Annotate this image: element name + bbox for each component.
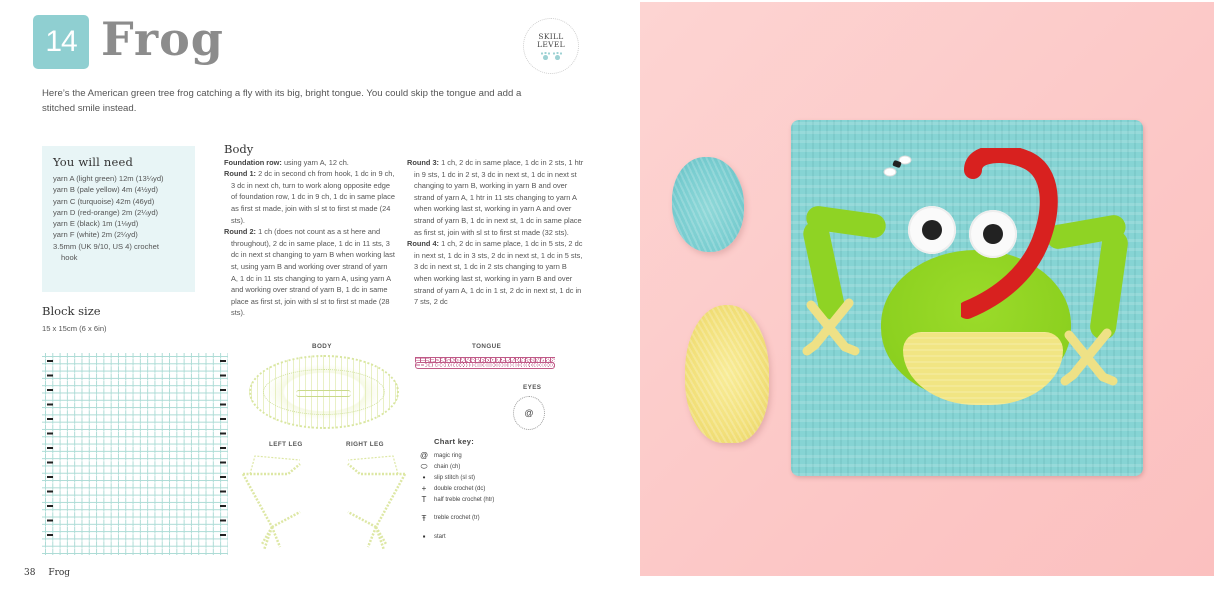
instructions-column-1 — [224, 144, 396, 319]
material-item: yarn F (white) 2m (2¼yd) — [53, 230, 138, 240]
material-item: yarn C (turquoise) 42m (46yd) — [53, 196, 155, 206]
body-heading: Body — [224, 142, 254, 156]
slip-stitch-icon: • — [422, 473, 426, 482]
instruction-step: Foundation row: using yarn A, 12 ch. — [224, 157, 349, 167]
key-row: @ magic ring — [414, 450, 524, 461]
key-row: ⬭ chain (ch) — [414, 461, 524, 472]
page-title: Frog — [101, 12, 224, 66]
key-row: T half treble crochet (htr) — [414, 494, 524, 505]
materials-list — [53, 173, 184, 263]
chart-key-heading: Chart key: — [434, 437, 475, 446]
instruction-step: Round 4: 1 ch, 2 dc in same place, 1 dc in 5 sts, 2 dc in next st, 1 dc in 3 sts, 2 dc in next st, 1 dc in 5 sts, 3 dc in next st, 1 dc in 2 sts changing to yarn B when working last st, working in yarn B and over strand of yarn A, 1 dc in 1 st, 2 dc in next st, 1 dc in 7 sts, 2 dc — [407, 239, 583, 307]
block-stitch-chart — [42, 353, 228, 555]
skill-level-badge — [523, 18, 579, 74]
material-item: yarn B (pale yellow) 4m (4½yd) — [53, 185, 159, 195]
instructions-column-2 — [407, 157, 585, 308]
instruction-step: Round 1: 2 dc in second ch from hook, 1 dc in 9 ch, 3 dc in next ch, turn to work along opposite edge of foundation row, 1 dc in 9 ch, 1 dc in same place as first st made, join with sl st to first st made (24 sts). — [224, 169, 395, 225]
magic-ring-icon: @ — [419, 451, 429, 460]
page-number: 38 — [24, 568, 36, 578]
magic-ring-icon: @ — [524, 408, 534, 418]
key-row: • slip stitch (sl st) — [414, 472, 524, 483]
you-will-need-heading: You will need — [53, 155, 134, 169]
tongue-chart-label: TONGUE — [472, 343, 502, 350]
right-leg-chart-label: RIGHT LEG — [346, 441, 384, 448]
material-item: yarn A (light green) 12m (13¼yd) — [53, 174, 164, 183]
paw-icon — [553, 52, 562, 60]
page-footer — [24, 568, 70, 578]
yellow-yarn-skein — [685, 305, 769, 443]
paw-icon — [541, 52, 550, 60]
material-item: yarn E (black) 1m (1⅛yd) — [53, 219, 139, 229]
crochet-frog-block — [791, 120, 1143, 476]
key-row: + double crochet (dc) — [414, 483, 524, 494]
body-stitch-chart — [249, 355, 399, 429]
hook-line-2: hook — [61, 253, 78, 263]
hook-line-1: 3.5mm (UK 9/10, US 4) crochet — [53, 241, 159, 251]
chart-start-markers-right — [220, 360, 226, 548]
frog-left-foot — [801, 295, 863, 357]
skill-level-icons — [541, 52, 562, 60]
block-size-heading: Block size — [42, 304, 101, 318]
footer-section-title: Frog — [48, 568, 71, 578]
skill-level-label-1: SKILL — [538, 31, 564, 41]
instruction-step: Round 3: 1 ch, 2 dc in same place, 1 dc in 2 sts, 1 htr in 9 sts, 1 dc in 2 st, 3 dc in next st, 1 dc in next st changing to yarn B, working in yarn B and over strand of yarn A, 1 htr in 11 sts changing to yarn A when working last st, working in yarn A and over strand of yarn B, 1 dc in next st, 1 dc in same place as first st, join with sl st to first st made (32 sts). — [407, 158, 584, 237]
frog-right-foot — [1059, 325, 1121, 387]
right-leg-stitch-chart — [338, 452, 408, 552]
turquoise-yarn-skein — [672, 157, 744, 252]
key-row: Ŧ treble crochet (tr) — [414, 505, 524, 531]
you-will-need-box — [42, 146, 195, 292]
left-leg-stitch-chart — [240, 452, 310, 552]
frog-block-photo — [640, 2, 1214, 576]
frog-tongue — [961, 148, 1061, 328]
skill-level-label-2: LEVEL — [537, 39, 565, 49]
frog-belly — [903, 332, 1063, 405]
chart-key — [414, 437, 524, 542]
pattern-number-badge: 14 — [33, 15, 89, 69]
left-leg-chart-label: LEFT LEG — [269, 441, 303, 448]
material-item: yarn D (red-orange) 2m (2¼yd) — [53, 207, 159, 217]
half-treble-icon: T — [421, 495, 427, 504]
tongue-stitch-chart — [415, 357, 555, 367]
instruction-step: Round 2: 1 ch (does not count as a st here and throughout), 2 dc in same place, 1 dc in 11 sts, 3 dc in next st changing to yarn B when working last st, using yarn B and working over strand of yarn A, 1 dc in 11 sts changing to yarn A, using yarn A and working over strand of yarn B, 1 dc in same place as first st, join with sl st to first st made (28 sts). — [224, 227, 395, 318]
body-chart-label: BODY — [312, 343, 332, 350]
eyes-stitch-chart — [513, 396, 545, 430]
chart-start-markers-left — [47, 360, 53, 548]
treble-crochet-icon: Ŧ — [421, 513, 427, 523]
material-item-hook — [53, 241, 184, 264]
double-crochet-icon: + — [421, 484, 427, 493]
fly — [881, 152, 915, 180]
chain-icon: ⬭ — [420, 461, 428, 471]
eyes-chart-label: EYES — [523, 384, 542, 391]
frog-left-eye — [908, 206, 956, 254]
start-icon: ▪ — [422, 532, 426, 541]
key-row: ▪ start — [414, 531, 524, 542]
block-size-value: 15 x 15cm (6 x 6in) — [42, 324, 107, 333]
intro-text: Here’s the American green tree frog catching a fly with its big, bright tongue. You could skip the tongue and add a stitched smile instead. — [42, 88, 522, 114]
